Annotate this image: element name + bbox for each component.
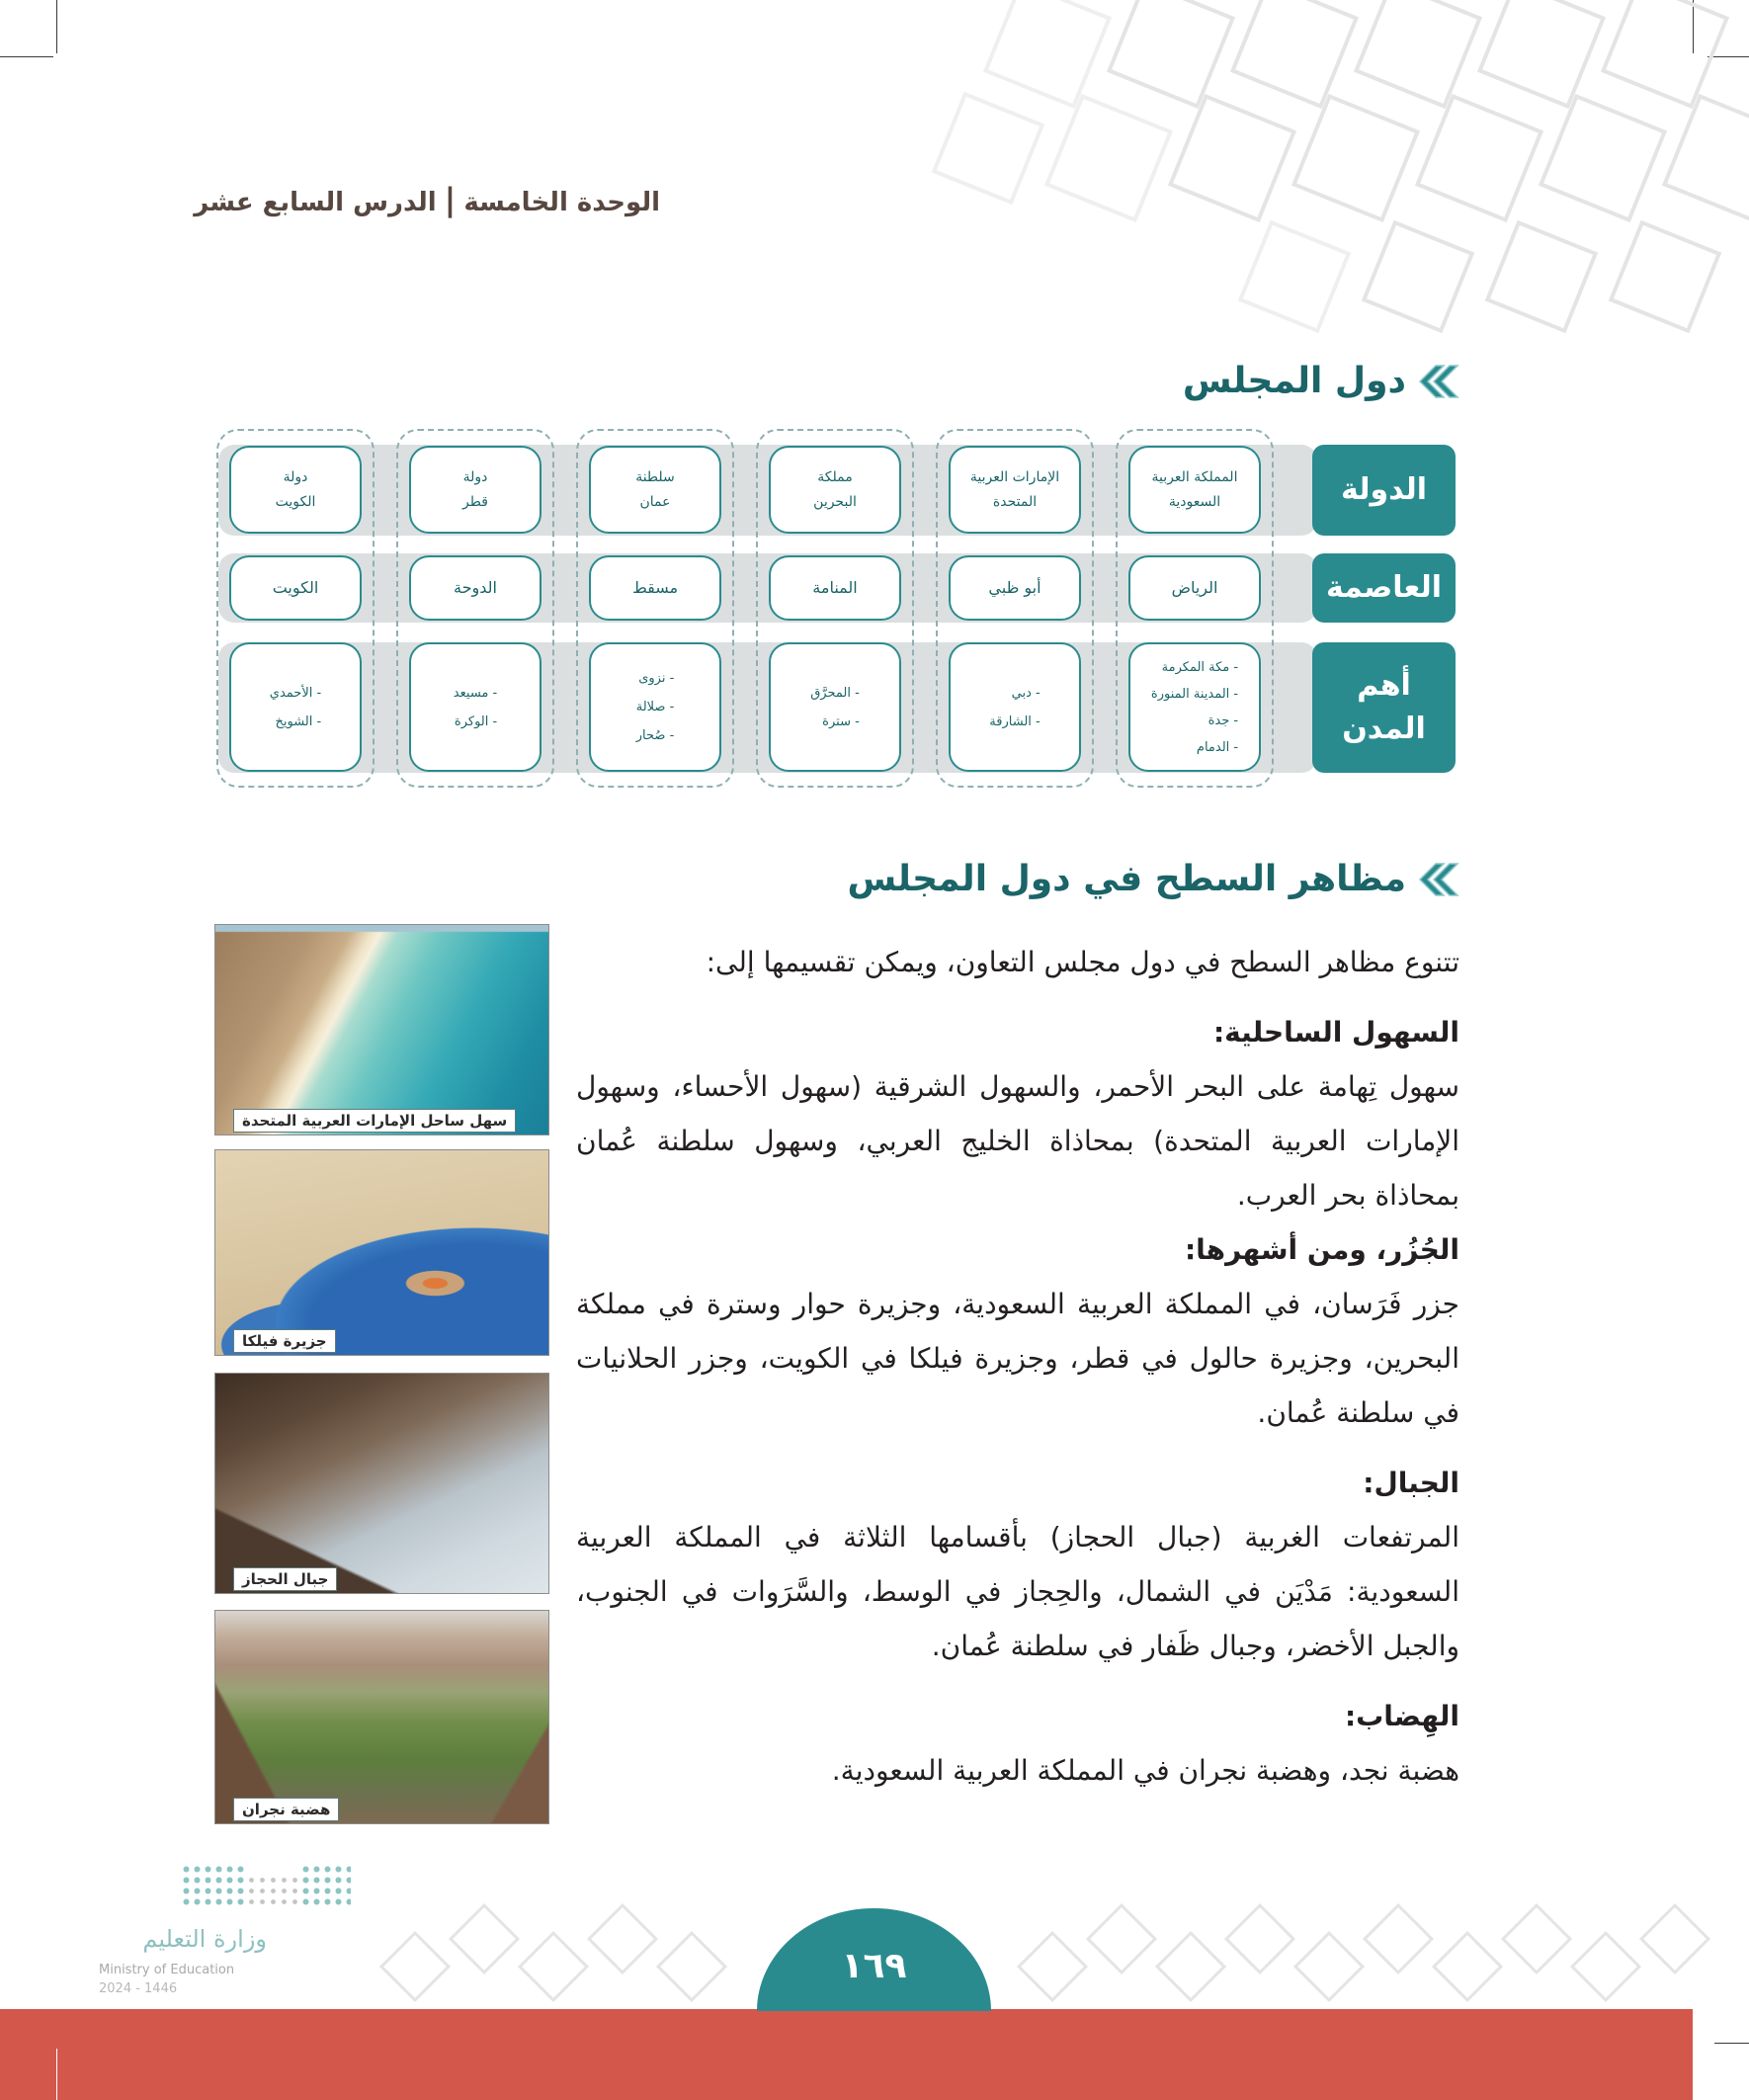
surface-section-title	[848, 855, 1459, 904]
islands-heading: الجُزُر، ومن أشهرها:	[1184, 1233, 1459, 1266]
country-name-line: المتحدة	[992, 493, 1038, 510]
photo-hijaz-mountains	[214, 1373, 549, 1594]
city-item: - مسيعد	[453, 685, 498, 701]
row-label-text: المدن	[1342, 712, 1426, 746]
cities-list	[270, 679, 321, 736]
country-name-line: دولة	[283, 468, 308, 485]
cities-cell	[409, 642, 541, 772]
gcc-section-title-text: دول المجلس	[1182, 361, 1406, 401]
photo-caption: جزيرة فيلكا	[233, 1329, 336, 1353]
city-item: - جدة	[1208, 713, 1239, 728]
column-bahrain	[756, 429, 914, 788]
column-oman	[576, 429, 734, 788]
surface-section-title-text: مظاهر السطح في دول المجلس	[847, 859, 1406, 899]
ministry-logo-english: Ministry of Education	[99, 1963, 235, 1977]
cities-list	[1151, 654, 1238, 761]
cities-list	[810, 679, 860, 736]
ministry-logo-dots	[181, 1864, 351, 1909]
footer-bar	[0, 2009, 1693, 2100]
photo-uae-coastal-plain	[214, 924, 549, 1135]
double-chevron-icon	[1416, 364, 1459, 399]
capital-name: الرياض	[1171, 578, 1218, 597]
city-item: - نزوى	[638, 671, 675, 686]
capital-name: مسقط	[631, 578, 679, 597]
city-item: - دبي	[1011, 685, 1041, 701]
gcc-section-title	[1183, 357, 1459, 406]
row-label-text: الدولة	[1341, 472, 1427, 507]
photo-caption: جبال الحجاز	[233, 1567, 337, 1591]
country-cell	[589, 446, 721, 534]
header-separator: |	[444, 181, 457, 218]
capital-cell	[949, 555, 1081, 621]
photo-failaka-island	[214, 1149, 549, 1356]
intro-paragraph: تتنوع مظاهر السطح في دول مجلس التعاون، ويمكن تقسيمها إلى:	[706, 946, 1459, 978]
country-cell	[229, 446, 362, 534]
cities-list	[989, 679, 1040, 736]
capital-name: الكويت	[272, 578, 319, 597]
cities-list	[454, 679, 497, 736]
capital-cell	[409, 555, 541, 621]
capital-cell	[229, 555, 362, 621]
column-kuwait	[216, 429, 375, 788]
country-cell	[1128, 446, 1261, 534]
column-qatar	[396, 429, 554, 788]
row-label-capital	[1312, 553, 1456, 623]
cities-cell	[589, 642, 721, 772]
unit-title: الوحدة الخامسة	[463, 188, 660, 217]
photo-najran-plateau	[214, 1610, 549, 1824]
city-item: - صلالة	[635, 700, 675, 714]
mountains-heading: الجبال:	[1363, 1467, 1459, 1499]
row-label-text: أهم	[1357, 668, 1411, 703]
surface-features-text	[576, 935, 1459, 1798]
ministry-logo-year: 2024 - 1446	[99, 1981, 178, 1996]
photo-caption: سهل ساحل الإمارات العربية المتحدة	[233, 1109, 516, 1133]
row-label-cities	[1312, 642, 1456, 773]
plateaus-heading: الهِضاب:	[1344, 1700, 1459, 1732]
city-item: - الدمام	[1196, 739, 1239, 755]
city-item: - الوكرة	[454, 714, 498, 729]
coastal-plains-paragraph: سهول تِهامة على البحر الأحمر، والسهول الشرقية (سهول الأحساء، وسهول الإمارات العربية المتحدة) بمحاذاة الخليج العربي، وسهول سلطنة عُمان بمحاذاة بحر العرب.	[576, 1070, 1459, 1212]
capital-name: المنامة	[812, 578, 858, 597]
page-header	[194, 180, 660, 222]
country-name-line: عمان	[639, 493, 671, 510]
city-item: - صُحار	[635, 728, 675, 743]
country-cell	[409, 446, 541, 534]
coastal-plains-heading: السهول الساحلية:	[1212, 1016, 1459, 1049]
city-item: - الشويخ	[275, 714, 322, 729]
row-label-country	[1312, 445, 1456, 536]
country-name-line: السعودية	[1168, 493, 1221, 510]
lesson-title: الدرس السابع عشر	[194, 188, 437, 217]
capital-name: أبو ظبي	[988, 578, 1041, 597]
country-cell	[949, 446, 1081, 534]
country-name-line: البحرين	[813, 493, 857, 510]
double-chevron-icon	[1416, 862, 1459, 897]
city-item: - الأحمدي	[269, 685, 322, 701]
city-item: - الشارقة	[989, 714, 1041, 729]
capital-name: الدوحة	[454, 578, 497, 597]
cities-list	[636, 664, 675, 750]
city-item: - سترة	[822, 714, 860, 729]
capital-cell	[589, 555, 721, 621]
plateaus-paragraph: هضبة نجد، وهضبة نجران في المملكة العربية السعودية.	[831, 1754, 1459, 1787]
country-name-line: سلطنة	[635, 468, 675, 485]
islands-paragraph: جزر فَرَسان، في المملكة العربية السعودية، وجزيرة حوار وسترة في مملكة البحرين، وجزيرة حالول في قطر، وجزيرة فيلكا في الكويت، وجزر الحلانيات في سلطنة عُمان.	[576, 1288, 1459, 1429]
cities-cell	[229, 642, 362, 772]
photo-caption: هضبة نجران	[233, 1798, 339, 1821]
crop-mark	[1714, 2043, 1749, 2044]
row-label-text: العاصمة	[1325, 570, 1443, 605]
city-item: - مكة المكرمة	[1161, 659, 1239, 675]
country-cell	[769, 446, 901, 534]
mountains-paragraph: المرتفعات الغربية (جبال الحجاز) بأقسامها الثلاثة في المملكة العربية السعودية: مَدْيَن في الشمال، والحِجاز في الوسط، والسَّرَوات في الجنوب، والجبل الأخضر، وجبال ظَفار في سلطنة عُمان.	[576, 1521, 1459, 1662]
page-number: ١٦٩	[841, 1946, 907, 1986]
capital-cell	[769, 555, 901, 621]
cities-cell	[769, 642, 901, 772]
country-name-line: الكويت	[275, 493, 316, 510]
column-uae	[936, 429, 1094, 788]
city-item: - المدينة المنورة	[1150, 686, 1239, 702]
country-name-line: الإمارات العربية	[969, 468, 1060, 485]
country-name-line: دولة	[462, 468, 488, 485]
cities-cell	[1128, 642, 1261, 772]
capital-cell	[1128, 555, 1261, 621]
column-saudi-arabia	[1116, 429, 1274, 788]
cities-cell	[949, 642, 1081, 772]
city-item: - المحرَّق	[810, 685, 860, 701]
ministry-logo-arabic: وزارة التعليم	[142, 1925, 267, 1953]
country-name-line: قطر	[462, 493, 488, 510]
crop-mark	[56, 2049, 57, 2100]
country-name-line: المملكة العربية	[1151, 468, 1238, 485]
country-name-line: مملكة	[817, 468, 853, 485]
